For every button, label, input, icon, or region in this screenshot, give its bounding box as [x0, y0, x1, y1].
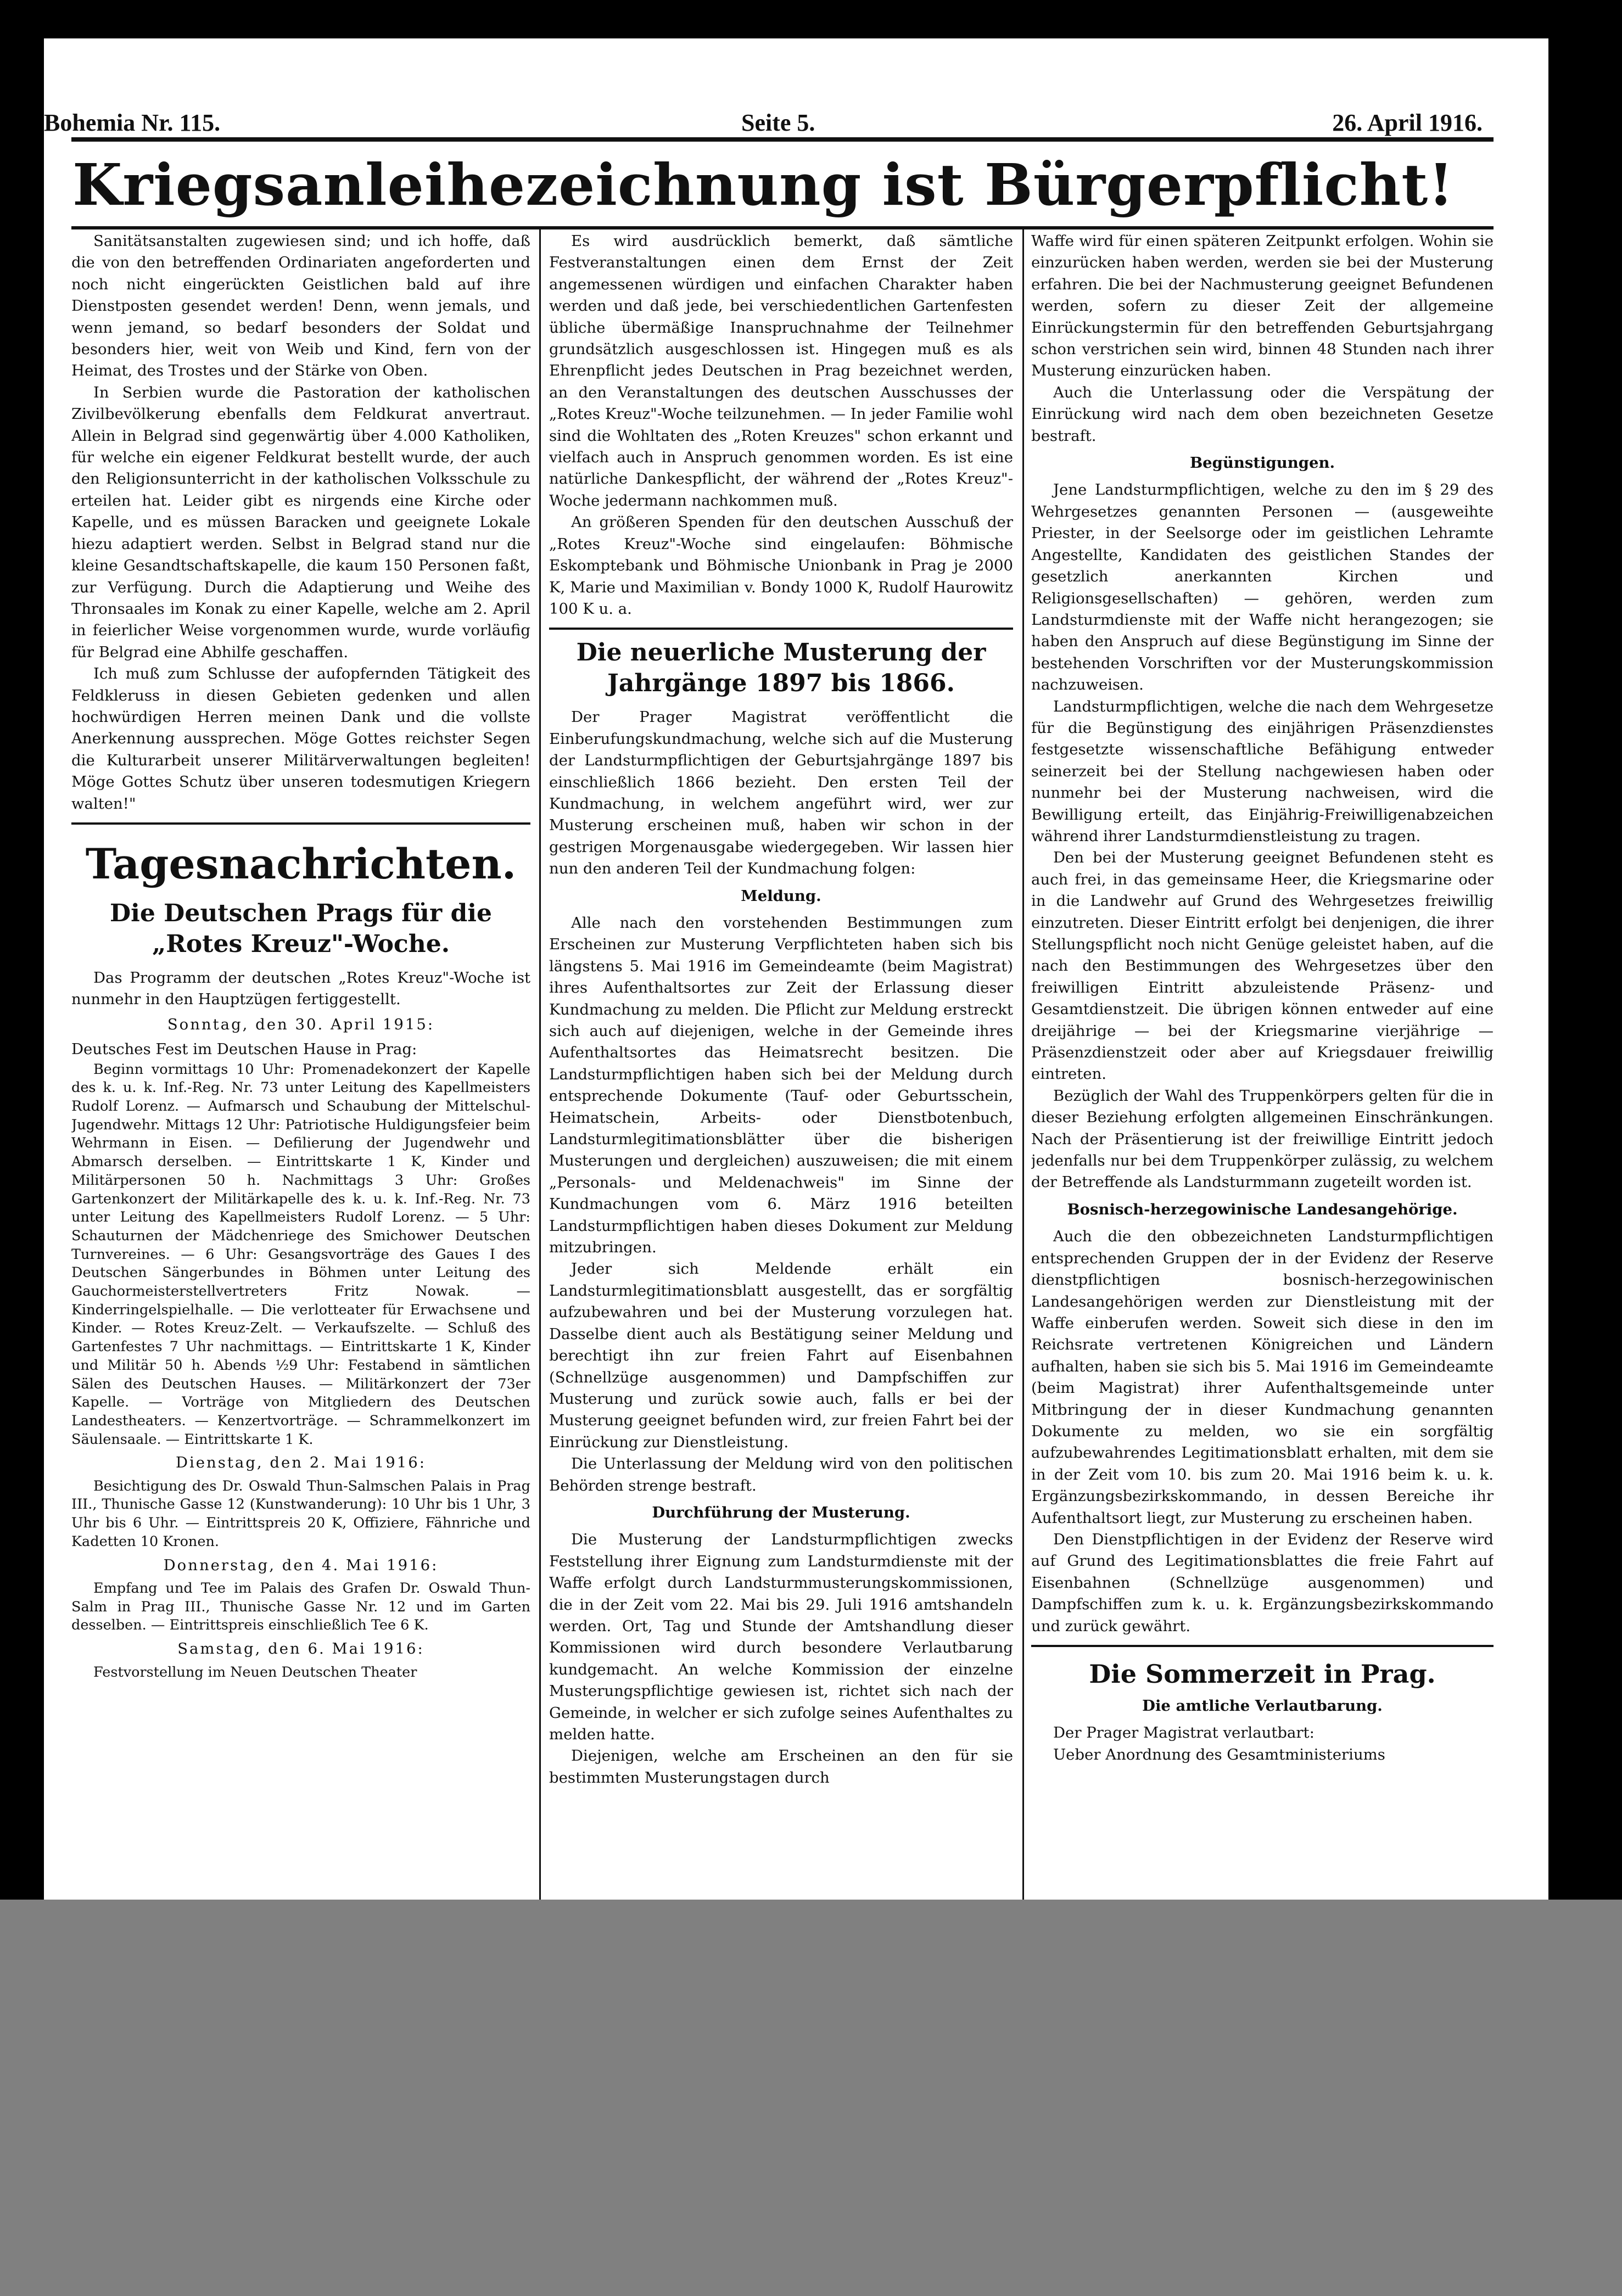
subheading: Durchführung der Musterung.	[652, 1503, 910, 1521]
header-date: 26. April 1916.	[1332, 109, 1483, 136]
program-text: Besichtigung des Dr. Oswald Thun-Salmschen Palais in Prag III., Thunische Gasse 12 (Kunstwanderung): 10 Uhr bis 1 Uhr, 3 Uhr bis 6 Uhr. — Eintrittspreis 20 K, Offiziere, Fähnriche und Kadetten 10 Kronen.	[71, 1477, 530, 1550]
paragraph: Ich muß zum Schlusse der aufopfernden Tätigkeit des Feldkleruss in diesen Gebieten gedenken und allen hochwürdigen Herren meinen Dank und die vollste Anerkennung aussprechen. Möge Gottes reichster Segen die Kulturarbeit unserer Militärverwaltungen begleiten! Möge Gottes Schutz über unseren todesmutigen Kriegern walten!"	[71, 665, 530, 813]
event-date: Donnerstag, den 4. Mai 1916:	[163, 1556, 439, 1574]
paragraph: Das Programm der deutschen „Rotes Kreuz"-Woche ist nunmehr in den Hauptzügen fertiggestellt.	[71, 968, 530, 1009]
section-rule	[549, 628, 1013, 630]
paragraph: Der Prager Magistrat veröffentlicht die Einberufungskundmachung, welche sich auf die Musterung der Landsturmpflichtigen der Geburtsjahrgänge 1897 bis einschließlich 1866 bezieht. Den ersten Teil der Kundmachung, in welchem angeführt wird, wer zur Musterung erscheinen muß, haben wir schon in der gestrigen Morgenausgabe wiedergegeben. Wir lassen hier nun den anderen Teil der Kundmachung folgen:	[549, 708, 1013, 878]
paragraph: An größeren Spenden für den deutschen Ausschuß der „Rotes Kreuz"-Woche sind eingelaufen: Böhmische Eskomptebank und Böhmische Unionbank in Prag je 2000 K, Marie und Maximilian v. Bondy 1000 K, Rudolf Haurowitz 100 K u. a.	[549, 513, 1013, 618]
article-headline: Die neuerliche Musterung der Jahrgänge 1897 bis 1866.	[576, 639, 986, 698]
paragraph: Der Prager Magistrat verlautbart:	[1053, 1724, 1315, 1742]
article-headline: Die Sommerzeit in Prag.	[1089, 1659, 1436, 1689]
scan-background	[0, 1900, 1622, 2296]
event-date: Samstag, den 6. Mai 1916:	[177, 1640, 424, 1658]
paragraph: Die Musterung der Landsturmpflichtigen zwecks Feststellung ihrer Eignung zum Landsturmdienste mit der Waffe erfolgt durch Landsturmmusterungskommissionen, die in der Zeit vom 22. Mai bis 29. Juli 1916 amtshandeln werden. Ort, Tag und Stunde der Amtshandlung dieser Kommissionen wird durch besondere Verlautbarung kundgemacht. An welche Kommission der einzelne Musterungspflichtige gewiesen ist, richtet sich nach der Gemeinde, in welcher er sich zufolge seines Aufenthaltes zu melden hatte.	[549, 1531, 1013, 1743]
paragraph: Die Unterlassung der Meldung wird von den politischen Behörden strenge bestraft.	[549, 1455, 1013, 1494]
paragraph: Sanitätsanstalten zugewiesen sind; und ich hoffe, daß die von den betreffenden Ordinariaten angeforderten und noch nicht eingerückten Geistlichen bald auf ihre Dienstposten gesendet werden! Denn, wenn jemals, und wenn jemand, so bedarf besonders der Soldat und besonders hier, weit von Weib und Kind, fern von der Heimat, des Trostes und der Stärke von Oben.	[71, 232, 530, 380]
column-3	[1031, 231, 1494, 1900]
column-1	[71, 231, 530, 1900]
paragraph: Waffe wird für einen späteren Zeitpunkt erfolgen. Wohin sie einzurücken haben werden, werden sie bei der Musterung erfahren. Die bei der Nachmusterung geeignet Befundenen werden, sofern zu dieser Zeit der allgemeine Einrückungstermin für den betreffenden Geburtsjahrgang schon verstrichen sein wird, binnen 48 Stunden nach ihrer Musterung einzurücken haben.	[1031, 232, 1494, 380]
paragraph: Ueber Anordnung des Gesamtministeriums	[1053, 1745, 1385, 1763]
banner-headline: Kriegsanleihezeichnung ist Bürgerpflicht!	[72, 151, 1454, 219]
column-2	[549, 231, 1013, 1900]
article-headline: Die Deutschen Prags für die „Rotes Kreuz"-Woche.	[109, 899, 493, 958]
header-issue: Bohemia Nr. 115.	[44, 109, 221, 136]
event-date: Dienstag, den 2. Mai 1916:	[175, 1454, 427, 1472]
paragraph: Den Dienstpflichtigen in der Evidenz der Reserve wird auf Grund des Legitimationsblattes die freie Fahrt auf Eisenbahnen (Schnellzüge ausgenommen) und Dampfschiffen zum k. u. k. Ergänzungsbezirkskommando und zurück gewährt.	[1031, 1530, 1494, 1635]
paragraph: Diejenigen, welche am Erscheinen an den für sie bestimmten Musterungstagen durch	[549, 1747, 1013, 1787]
column-divider-1	[539, 229, 541, 1900]
paragraph: Deutsches Fest im Deutschen Hause in Prag:	[71, 1040, 417, 1059]
section-title: Tagesnachrichten.	[85, 839, 517, 888]
paragraph: Jeder sich Meldende erhält ein Landsturmlegitimationsblatt ausgestellt, das er sorgfältig aufzubewahren und bei der Musterung vorzulegen hat. Dasselbe dient auch als Bestätigung seiner Meldung und berechtigt ihn zur freien Fahrt auf Eisenbahnen (Schnellzüge ausgenommen) und Dampfschiffen zur Musterung und zurück sowie auch, falls er bei der Musterung geeignet befunden wird, zur freien Fahrt bei der Einrückung zur Dienstleistung.	[549, 1260, 1013, 1451]
subheading: Begünstigungen.	[1189, 454, 1335, 472]
paragraph: Auch die Unterlassung oder die Verspätung der Einrückung wird nach dem oben bezeichneten Gesetze bestraft.	[1031, 383, 1494, 445]
paragraph: Es wird ausdrücklich bemerkt, daß sämtliche Festveranstaltungen einen dem Ernst der Zeit angemessenen würdigen und einfachen Charakter haben werden und daß jede, bei verschiedentlichen Gartenfesten übliche übermäßige Inanspruchnahme der Teilnehmer grundsätzlich ausgeschlossen ist. Hingegen muß es als Ehrenpflicht jedes Deutschen in Prag bezeichnet werden, an den Veranstaltungen des deutschen Ausschusses der „Rotes Kreuz"-Woche teilzunehmen. — In jeder Familie wohl sind die Wohltaten des „Roten Kreuzes" schon erkannt und vielfach auch in Anspruch genommen worden. Es ist eine natürliche Dankespflicht, der während der „Rotes Kreuz"-Woche jedermann nachkommen muß.	[549, 232, 1013, 509]
subheading: Meldung.	[741, 887, 821, 905]
paragraph: Auch die den obbezeichneten Landsturmpflichtigen entsprechenden Gruppen der in der Evidenz der Reserve dienstpflichtigen bosnisch-herzegowinischen Landesangehörigen werden zur Dienstleistung mit der Waffe einberufen werden. Soweit sich diese in den im Reichsrate vertretenen Königreichen und Ländern aufhalten, haben sie sich bis 5. Mai 1916 im Gemeindeamte (beim Magistrat) ihrer Aufenthaltsgemeinde unter Mitbringung der in dieser Kundmachung genannten Dokumente zu melden, wo sie ein sorgfältig aufzubewahrendes Legitimationsblatt erhalten, mit dem sie in der Zeit vom 10. bis zum 20. Mai 1916 beim k. u. k. Ergänzungsbezirkskommando, in dessen Bereiche ihr Aufenthaltsort liegt, zur Musterung zu erscheinen haben.	[1031, 1228, 1494, 1527]
program-text: Empfang und Tee im Palais des Grafen Dr. Oswald Thun-Salm in Prag III., Thunische Gasse Nr. 12 und im Garten desselben. — Eintrittspreis einschließlich Tee 6 K.	[71, 1580, 530, 1634]
header-page-number: Seite 5.	[741, 109, 815, 136]
subheading: Die amtliche Verlautbarung.	[1142, 1697, 1383, 1715]
program-text: Beginn vormittags 10 Uhr: Promenadekonzert der Kapelle des k. u. k. Inf.-Reg. Nr. 73 unter Leitung des Kapellmeisters Rudolf Lorenz. — Aufmarsch und Schaubung der Mittelschul-Jugendwehr. Mittags 12 Uhr: Patriotische Huldigungsfeier beim Wehrmann in Eisen. — Defilierung der Jugendwehr und Abmarsch derselben. — Eintrittskarte 1 K, Kinder und Militärpersonen 50 h. Nachmittags 3 Uhr: Großes Gartenkonzert der Militärkapelle des k. u. k. Inf.-Reg. Nr. 73 unter Leitung des Kapellmeisters Rudolf Lorenz. — 5 Uhr: Schauturnen der Mädchenriege des Smichower Deutschen Turnvereines. — 6 Uhr: Gesangsvorträge des Gaues I des Deutschen Sängerbundes in Böhmen unter Leitung des Gauchormeisterstellvertreters Fritz Nowak. — Kinderringelspielhalle. — Die verlotteater für Erwachsene und Kinder. — Rotes Kreuz-Zelt. — Verkaufszelte. — Schluß des Gartenfestes 7 Uhr nachmittags. — Eintrittskarte 1 K, Kinder und Militär 50 h. Abends ½9 Uhr: Festabend in sämtlichen Sälen des Deutschen Hauses. — Militärkonzert der 73er Kapelle. — Vorträge von Mitgliedern des Deutschen Landestheaters. — Kenzertvorträge. — Schrammelkonzert im Säulensaale. — Eintrittskarte 1 K.	[71, 1061, 530, 1448]
program-text: Festvorstellung im Neuen Deutschen Theater	[93, 1664, 417, 1681]
subheading: Bosnisch-herzegowinische Landesangehörige.	[1067, 1200, 1458, 1218]
header-rule	[71, 137, 1494, 142]
paragraph: Landsturmpflichtigen, welche die nach dem Wehrgesetze für die Begünstigung des einjährigen Präsenzdienstes festgesetzte wissenschaftliche Befähigung entweder seinerzeit bei der Stellung nachgewiesen haben oder nunmehr bei der Musterung nachweisen, wird die Bewilligung erteilt, das Einjährig-Freiwilligenabzeichen während ihrer Landsturmdienstleistung zu tragen.	[1031, 697, 1494, 845]
paragraph: Alle nach den vorstehenden Bestimmungen zum Erscheinen zur Musterung Verpflichteten haben sich bis längstens 5. Mai 1916 im Gemeindeamte (beim Magistrat) ihres Aufenthaltsortes zur Zeit der Erlassung dieser Kundmachung zu melden. Die Pflicht zur Meldung erstreckt sich auch auf diejenigen, welche in der Gemeinde ihres Aufenthaltsortes das Heimatsrecht besitzen. Die Landsturmpflichtigen haben sich bei der Meldung durch entsprechende Dokumente (Tauf- oder Geburtsschein, Heimatschein, Arbeits- oder Dienstbotenbuch, Landsturmlegitimationsblätter über die bisherigen Musterungen und dergleichen) auszuweisen; die mit einem „Personals- und Meldenachweis" im Sinne der Kundmachungen vom 6. März 1916 beteilten Landsturmpflichtigen haben dieses Dokument zur Meldung mitzubringen.	[549, 914, 1013, 1257]
event-date: Sonntag, den 30. April 1915:	[167, 1015, 435, 1033]
paragraph: Jene Landsturmpflichtigen, welche zu den im § 29 des Wehrgesetzes genannten Personen — (ausgeweihte Priester, in der Seelsorge oder im geistlichen Lehramte Angestellte, Kandidaten des geistlichen Standes der gesetzlich anerkannten Kirchen und Religionsgesellschaften) — gehören, werden zum Landsturmdienste mit der Waffe nicht herangezogen; sie haben den Anspruch auf diese Begünstigung im Sinne der bestehenden Vorschriften vor der Musterungskommission nachzuweisen.	[1031, 481, 1494, 694]
paragraph: Bezüglich der Wahl des Truppenkörpers gelten für die in dieser Beziehung erfolgten allgemeinen Einschränkungen. Nach der Präsentierung ist der freiwillige Eintritt jedoch jedenfalls nur bei dem Truppenkörper zulässig, zu welchem der Betreffende als Landsturmmann zugeteilt worden ist.	[1031, 1087, 1494, 1191]
section-rule	[1031, 1645, 1494, 1647]
paragraph: Den bei der Musterung geeignet Befundenen steht es auch frei, in das gemeinsame Heer, die Kriegsmarine oder in die Landwehr auf Grund des Wehrgesetzes freiwillig einzutreten. Dieser Eintritt erfolgt bei denjenigen, die ihrer Stellungspflicht noch nicht Genüge geleistet haben, auf die nach den Bestimmungen des Wehrgesetzes über den freiwilligen Eintritt abzuleistende Präsenz- und Gesamtdienstzeit. Die übrigen können entweder auf eine dreijährige — bei der Kriegsmarine vierjährige — Präsenzdienstzeit oder aber auf Kriegsdauer freiwillig eintreten.	[1031, 849, 1494, 1083]
section-rule	[71, 822, 530, 825]
column-divider-2	[1022, 229, 1024, 1900]
banner-rule	[71, 226, 1494, 229]
page-header	[44, 109, 1483, 142]
paragraph: In Serbien wurde die Pastoration der katholischen Zivilbevölkerung ebenfalls dem Feldkurat anvertraut. Allein in Belgrad sind gegenwärtig über 4.000 Katholiken, für welche ein eigener Feldkurat bestellt wurde, der auch den Religionsunterricht in der katholischen Volksschule zu erteilen hat. Leider gibt es nirgends eine Kirche oder Kapelle, und es müssen Baracken und geeignete Lokale hiezu adaptiert werden. Selbst in Belgrad stand nur die kleine Gesandtschaftskapelle, die kaum 150 Personen faßt, zur Verfügung. Durch die Adaptierung und Weihe des Thronsaales im Konak zu einer Kapelle, welche am 2. April in feierlicher Weise vorgenommen wurde, wurde vorläufig für Belgrad eine Abhilfe geschaffen.	[71, 383, 530, 661]
